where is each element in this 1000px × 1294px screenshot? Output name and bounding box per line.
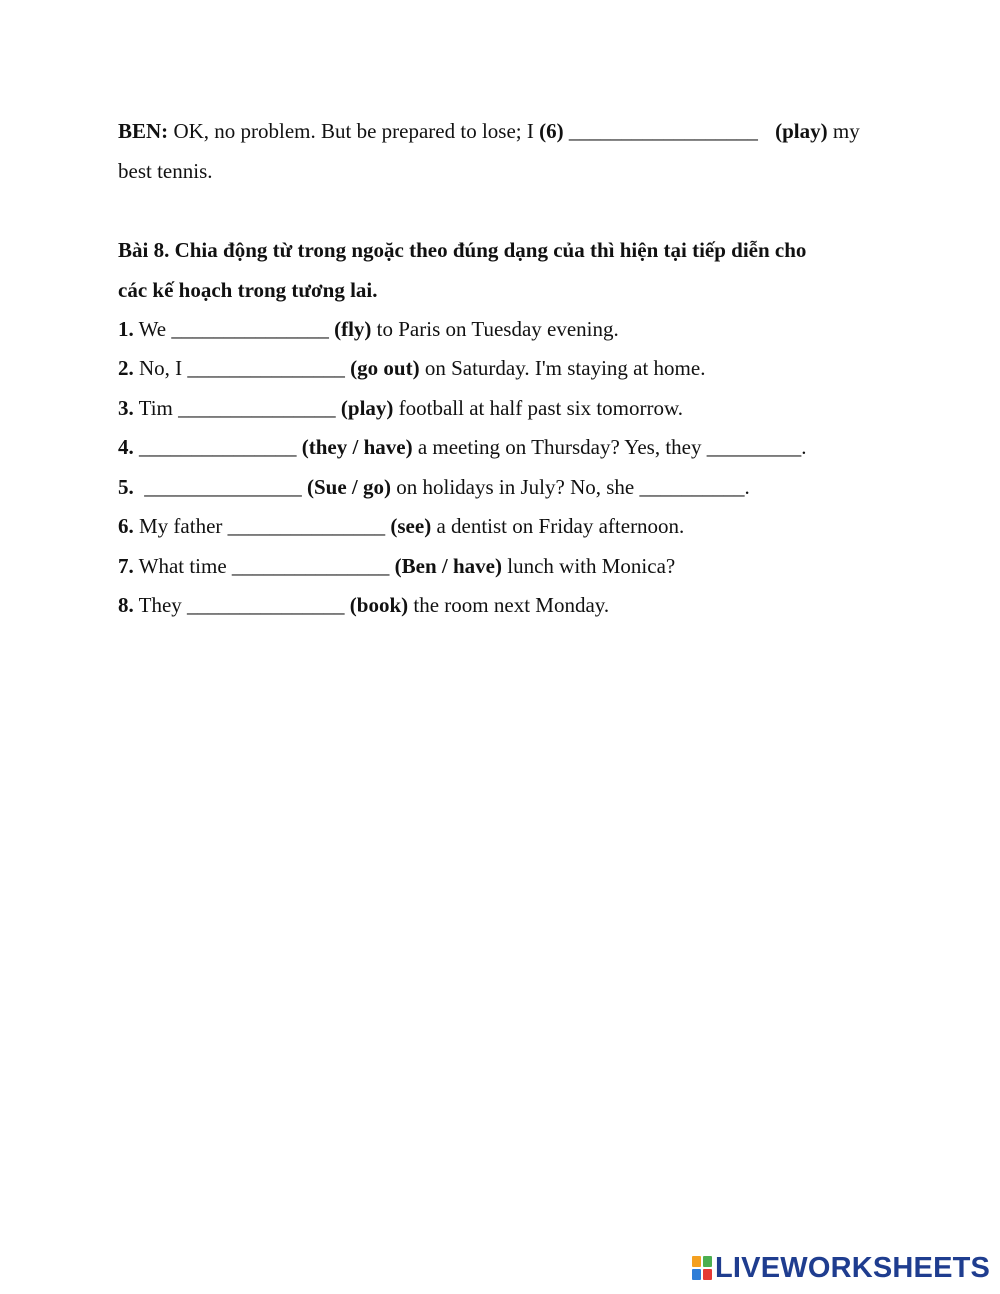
item-text-pre: What time — [133, 554, 232, 578]
verb-hint: (play) — [335, 396, 394, 420]
item-text-post: on Saturday. I'm staying at home. — [419, 356, 706, 380]
answer-blank[interactable]: _______________ — [187, 593, 345, 617]
exercise-item — [118, 315, 619, 343]
verb-hint: (they / have) — [296, 435, 413, 459]
dialogue-line-2: best tennis. — [118, 159, 213, 183]
verb-hint: (go out) — [344, 356, 420, 380]
item-text-pre: They — [133, 593, 188, 617]
liveworksheets-grid-icon — [692, 1256, 712, 1280]
logo-square-icon — [692, 1256, 701, 1267]
answer-blank[interactable]: _______________ — [178, 396, 336, 420]
answer-blank[interactable]: _______________ — [231, 554, 390, 578]
verb-hint: (Sue / go) — [301, 475, 391, 499]
item-number: 5. — [118, 475, 134, 499]
exercise-item — [118, 394, 683, 422]
item-text-pre: My father — [133, 514, 228, 538]
answer-blank[interactable]: _______________ — [171, 317, 329, 341]
dialogue-verb-hint: (play) — [775, 119, 828, 143]
logo-square-icon — [703, 1256, 712, 1267]
liveworksheets-logo[interactable] — [692, 1252, 990, 1284]
logo-text: LIVEWORKSHEETS — [715, 1251, 991, 1284]
item-text-post: football at half past six tomorrow. — [393, 396, 684, 420]
exercise-item — [118, 591, 609, 619]
verb-hint: (see) — [385, 514, 432, 538]
item-number: 4. — [118, 435, 134, 459]
exercise-item — [118, 354, 705, 382]
speaker-label: BEN: — [118, 119, 169, 143]
dialogue-text-a: OK, no problem. But be prepared to lose; I — [168, 119, 540, 143]
logo-square-icon — [692, 1269, 701, 1280]
item-number: 2. — [118, 356, 134, 380]
answer-blank[interactable]: _______________ — [187, 356, 345, 380]
item-text-post: the room next Monday. — [408, 593, 610, 617]
dialogue-text-b: my — [827, 119, 860, 143]
item-text-post[interactable]: on holidays in July? No, she __________. — [391, 475, 750, 499]
item-number: 1. — [118, 317, 134, 341]
item-text-post: to Paris on Tuesday evening. — [371, 317, 619, 341]
item-text-pre — [134, 475, 145, 499]
exercise-title: Bài 8. Chia động từ trong ngoặc theo đúng dạng của thì hiện tại tiếp diễn cho — [118, 238, 807, 262]
verb-hint: (Ben / have) — [389, 554, 502, 578]
exercise-item — [118, 433, 806, 461]
item-text-post[interactable]: a meeting on Thursday? Yes, they _________. — [412, 435, 807, 459]
item-text-pre: We — [133, 317, 172, 341]
item-number: 3. — [118, 396, 134, 420]
item-text-post: lunch with Monica? — [502, 554, 676, 578]
dialogue-item-number: (6) — [539, 119, 564, 143]
item-number: 8. — [118, 593, 134, 617]
answer-blank[interactable]: _______________ — [144, 475, 302, 499]
item-number: 6. — [118, 514, 134, 538]
dialogue-line-1 — [118, 117, 860, 145]
answer-blank[interactable]: _______________ — [139, 435, 297, 459]
item-text-post: a dentist on Friday afternoon. — [431, 514, 685, 538]
answer-blank[interactable]: _______________ — [227, 514, 386, 538]
answer-blank-6[interactable]: __________________ — [563, 119, 764, 143]
exercise-item — [118, 552, 675, 580]
item-number: 7. — [118, 554, 134, 578]
exercise-title-continued: các kế hoạch trong tương lai. — [118, 278, 378, 302]
exercise-item — [118, 473, 750, 501]
item-text-pre: No, I — [133, 356, 188, 380]
verb-hint: (book) — [344, 593, 409, 617]
exercise-item — [118, 512, 684, 540]
logo-square-icon — [703, 1269, 712, 1280]
verb-hint: (fly) — [328, 317, 372, 341]
item-text-pre: Tim — [133, 396, 179, 420]
